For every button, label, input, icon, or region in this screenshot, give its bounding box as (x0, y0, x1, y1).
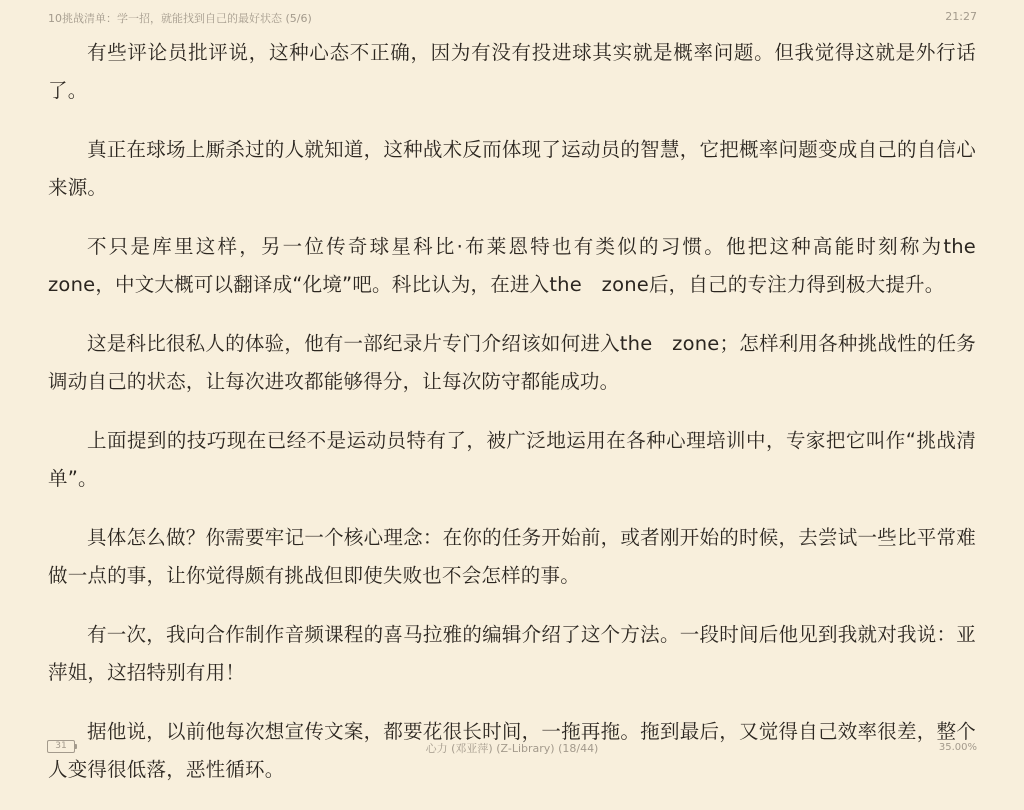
reader-header (0, 0, 1024, 34)
paragraph: 不只是库里这样，另一位传奇球星科比·布莱恩特也有类似的习惯。他把这种高能时刻称为the zone，中文大概可以翻译成“化境”吧。科比认为，在进入the zone后，自己的专注力得到极大提升。 (48, 235, 996, 296)
page-content (48, 34, 996, 810)
battery-icon: 31 (47, 740, 75, 753)
paragraph: 真正在球场上厮杀过的人就知道，这种战术反而体现了运动员的智慧，它把概率问题变成自己的自信心来源。 (48, 138, 976, 199)
book-info: 心力 (邓亚萍) (Z-Library) (18/44) (425, 742, 599, 755)
chapter-title: 10挑战清单：学一招，就能找到自己的最好状态 (5/6) (48, 12, 312, 25)
paragraph: 这是科比很私人的体验，他有一部纪录片专门介绍该如何进入the zone；怎样利用各种挑战性的任务调动自己的状态，让每次进攻都能够得分，让每次防守都能成功。 (48, 332, 976, 393)
reading-progress: 35.00% (938, 742, 977, 753)
paragraph: 有些评论员批评说，这种心态不正确，因为有没有投进球其实就是概率问题。但我觉得这就是外行话了。 (48, 41, 976, 102)
paragraph: 具体怎么做？你需要牢记一个核心理念：在你的任务开始前，或者刚开始的时候，去尝试一些比平常难做一点的事，让你觉得颇有挑战但即使失败也不会怎样的事。 (48, 526, 976, 587)
status-clock: 21:27 (945, 10, 977, 23)
paragraph: 据他说，以前他每次想宣传文案，都要花很长时间，一拖再拖。拖到最后，又觉得自己效率很差，整个人变得很低落，恶性循环。 (48, 720, 976, 781)
paragraph: 上面提到的技巧现在已经不是运动员特有了，被广泛地运用在各种心理培训中，专家把它叫作“挑战清单”。 (48, 429, 976, 490)
paragraph: 有一次，我向合作制作音频课程的喜马拉雅的编辑介绍了这个方法。一段时间后他见到我就对我说：亚萍姐，这招特别有用！ (48, 623, 976, 684)
reader-footer (0, 734, 1024, 768)
